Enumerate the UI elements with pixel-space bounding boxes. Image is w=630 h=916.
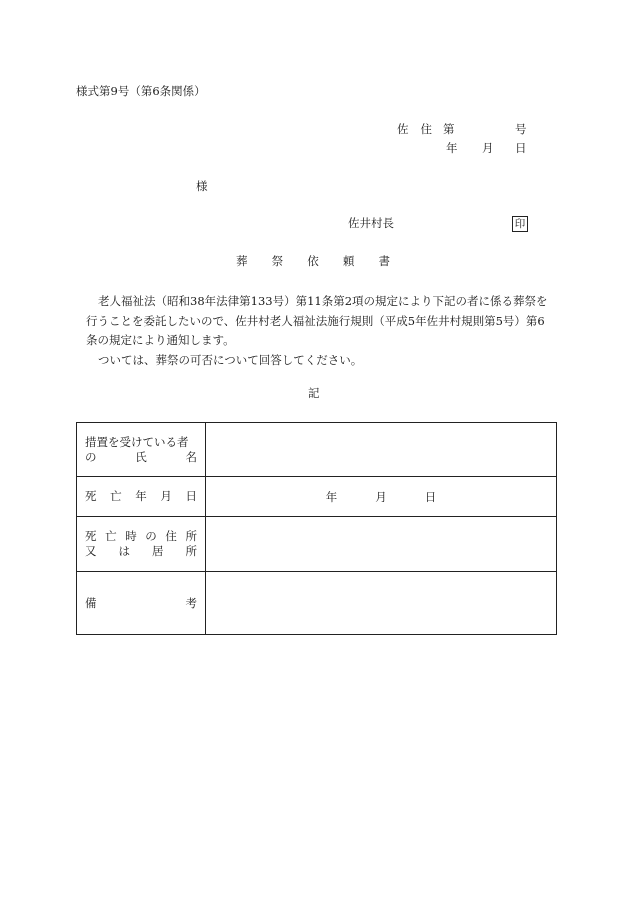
- details-table: [76, 422, 557, 635]
- label-char: 亡: [110, 489, 122, 503]
- value-cell-remarks[interactable]: [206, 572, 557, 635]
- label-char: 所: [185, 544, 197, 558]
- label-char: の: [85, 449, 97, 464]
- date-day-label: 日: [424, 489, 437, 504]
- label-char: 名: [185, 449, 197, 464]
- number-suffix: 号: [515, 122, 527, 136]
- label-char: 年: [135, 489, 147, 503]
- table-row: [77, 572, 557, 635]
- title-char: 頼: [342, 254, 355, 268]
- document-title: [236, 256, 390, 268]
- label-line: [77, 596, 205, 611]
- label-char: 又: [85, 544, 97, 558]
- form-number: 様式第9号（第6条関係）: [76, 84, 206, 98]
- label-char: 日: [185, 489, 197, 503]
- label-char: 備: [85, 595, 97, 610]
- table-row: [77, 477, 557, 517]
- label-char: 住: [165, 529, 177, 543]
- label-line: [77, 489, 205, 504]
- date-day: 日: [515, 141, 527, 155]
- addressee-honorific: 様: [196, 179, 208, 193]
- label-char: 死: [85, 489, 97, 503]
- table-row: [77, 423, 557, 477]
- label-line: [77, 544, 205, 559]
- death-date-fields: [206, 489, 556, 505]
- value-cell-subject-name[interactable]: [206, 423, 557, 477]
- date-year-label: 年: [325, 489, 338, 504]
- label-char: 居: [152, 544, 164, 558]
- label-line: [77, 450, 205, 465]
- office-abbrev: [397, 124, 432, 136]
- label-char: の: [145, 529, 157, 543]
- title-char: 書: [378, 254, 390, 268]
- label-cell-address: [77, 517, 206, 572]
- label-char: 時: [125, 529, 137, 543]
- title-char: 依: [307, 254, 319, 268]
- value-cell-death-date[interactable]: [206, 477, 557, 517]
- record-heading: 記: [308, 386, 320, 400]
- body-paragraph: 老人福祉法（昭和38年法律第133号）第11条第2項の規定により下記の者に係る葬祭を行うことを委託したいので、佐井村老人福祉法施行規則（平成5年佐井村規則第5号）第6条の規定により通知します。: [86, 294, 548, 347]
- label-char: は: [118, 544, 130, 558]
- office-char: 住: [420, 122, 432, 136]
- label-cell-remarks: [77, 572, 206, 635]
- body-text: [86, 292, 552, 370]
- label-cell-death-date: [77, 477, 206, 517]
- label-char: 所: [185, 529, 197, 543]
- label-cell-subject-name: [77, 423, 206, 477]
- label-char: 死: [85, 529, 97, 543]
- label-char: 氏: [135, 449, 147, 464]
- office-char: 佐: [397, 122, 409, 136]
- date-month-label: 月: [375, 489, 387, 504]
- label-char: 月: [160, 489, 172, 503]
- date-month: 月: [482, 141, 494, 155]
- date-year: 年: [446, 141, 458, 155]
- label-char: 考: [185, 595, 197, 610]
- seal-mark: 印: [512, 216, 528, 232]
- label-line: 措置を受けている者: [85, 434, 189, 449]
- body-paragraph: ついては、葬祭の可否について回答してください。: [98, 352, 363, 367]
- table-row: [77, 517, 557, 572]
- title-char: 祭: [271, 254, 284, 268]
- sender-name: 佐井村長: [348, 216, 394, 230]
- label-char: 亡: [105, 529, 117, 543]
- value-cell-address[interactable]: [206, 517, 557, 572]
- number-prefix: 第: [443, 122, 455, 136]
- label-line: [77, 529, 205, 544]
- title-char: 葬: [236, 254, 248, 268]
